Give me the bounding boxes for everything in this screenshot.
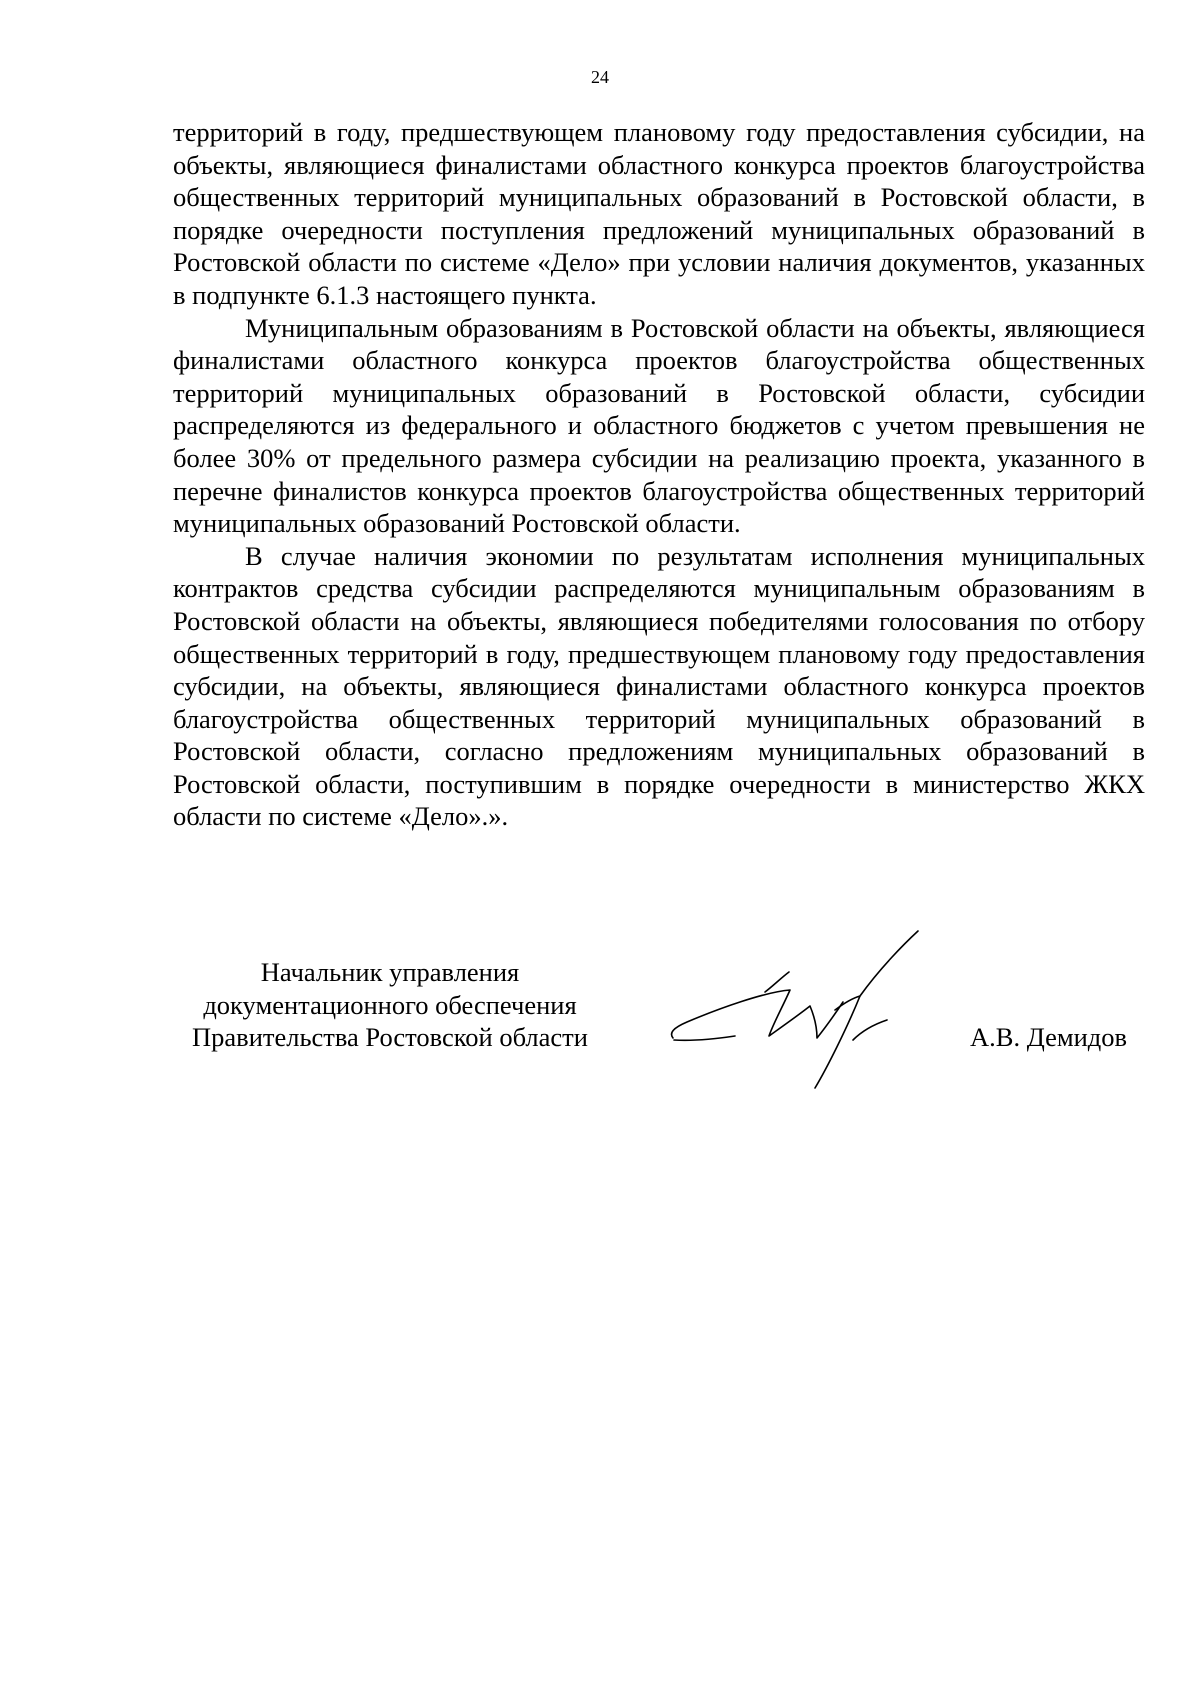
document-body — [173, 116, 1145, 833]
position-line: Начальник управления — [260, 957, 520, 987]
page-number: 24 — [591, 67, 609, 87]
signatory-position — [160, 956, 620, 1054]
paragraph-savings-distribution: В случае наличия экономии по результатам исполнения муниципальных контрактов средства субсидии распределяются муниципальным образованиям в Ростовской области на объекты, являющиеся победителями голосования по отбору общественных территорий в году, предшествующем плановому году предоставления субсидии, на объекты, являющиеся финалистами областного конкурса проектов благоустройства общественных территорий муниципальных образований в Ростовской области, согласно предложениям муниципальных образований в Ростовской области, поступившим в порядке очередности в министерство ЖКХ области по системе «Дело».». — [173, 540, 1145, 832]
paragraph-continued: территорий в году, предшествующем плановому году предоставления субсидии, на объекты, являющиеся финалистами областного конкурса проектов благоустройства общественных территорий муниципальных образований в Ростовской области, в порядке очередности поступления предложений муниципальных образований в Ростовской области по системе «Дело» при условии наличия документов, указанных в подпункте 6.1.3 настоящего пункта. — [173, 117, 1145, 310]
handwritten-signature — [665, 928, 955, 1098]
paragraph-municipal-subsidies: Муниципальным образованиям в Ростовской области на объекты, являющиеся финалистами областного конкурса проектов благоустройства общественных территорий муниципальных образований в Ростовской области, субсидии распределяются из федерального и областного бюджетов с учетом превышения не более 30% от предельного размера субсидии на реализацию проекта, указанного в перечне финалистов конкурса проектов благоустройства общественных территорий муниципальных образований Ростовской области. — [173, 312, 1145, 539]
position-line: документационного обеспечения — [203, 989, 577, 1020]
position-line: Правительства Ростовской области — [192, 1022, 588, 1053]
signer-name: А.В. Демидов — [970, 1022, 1128, 1052]
